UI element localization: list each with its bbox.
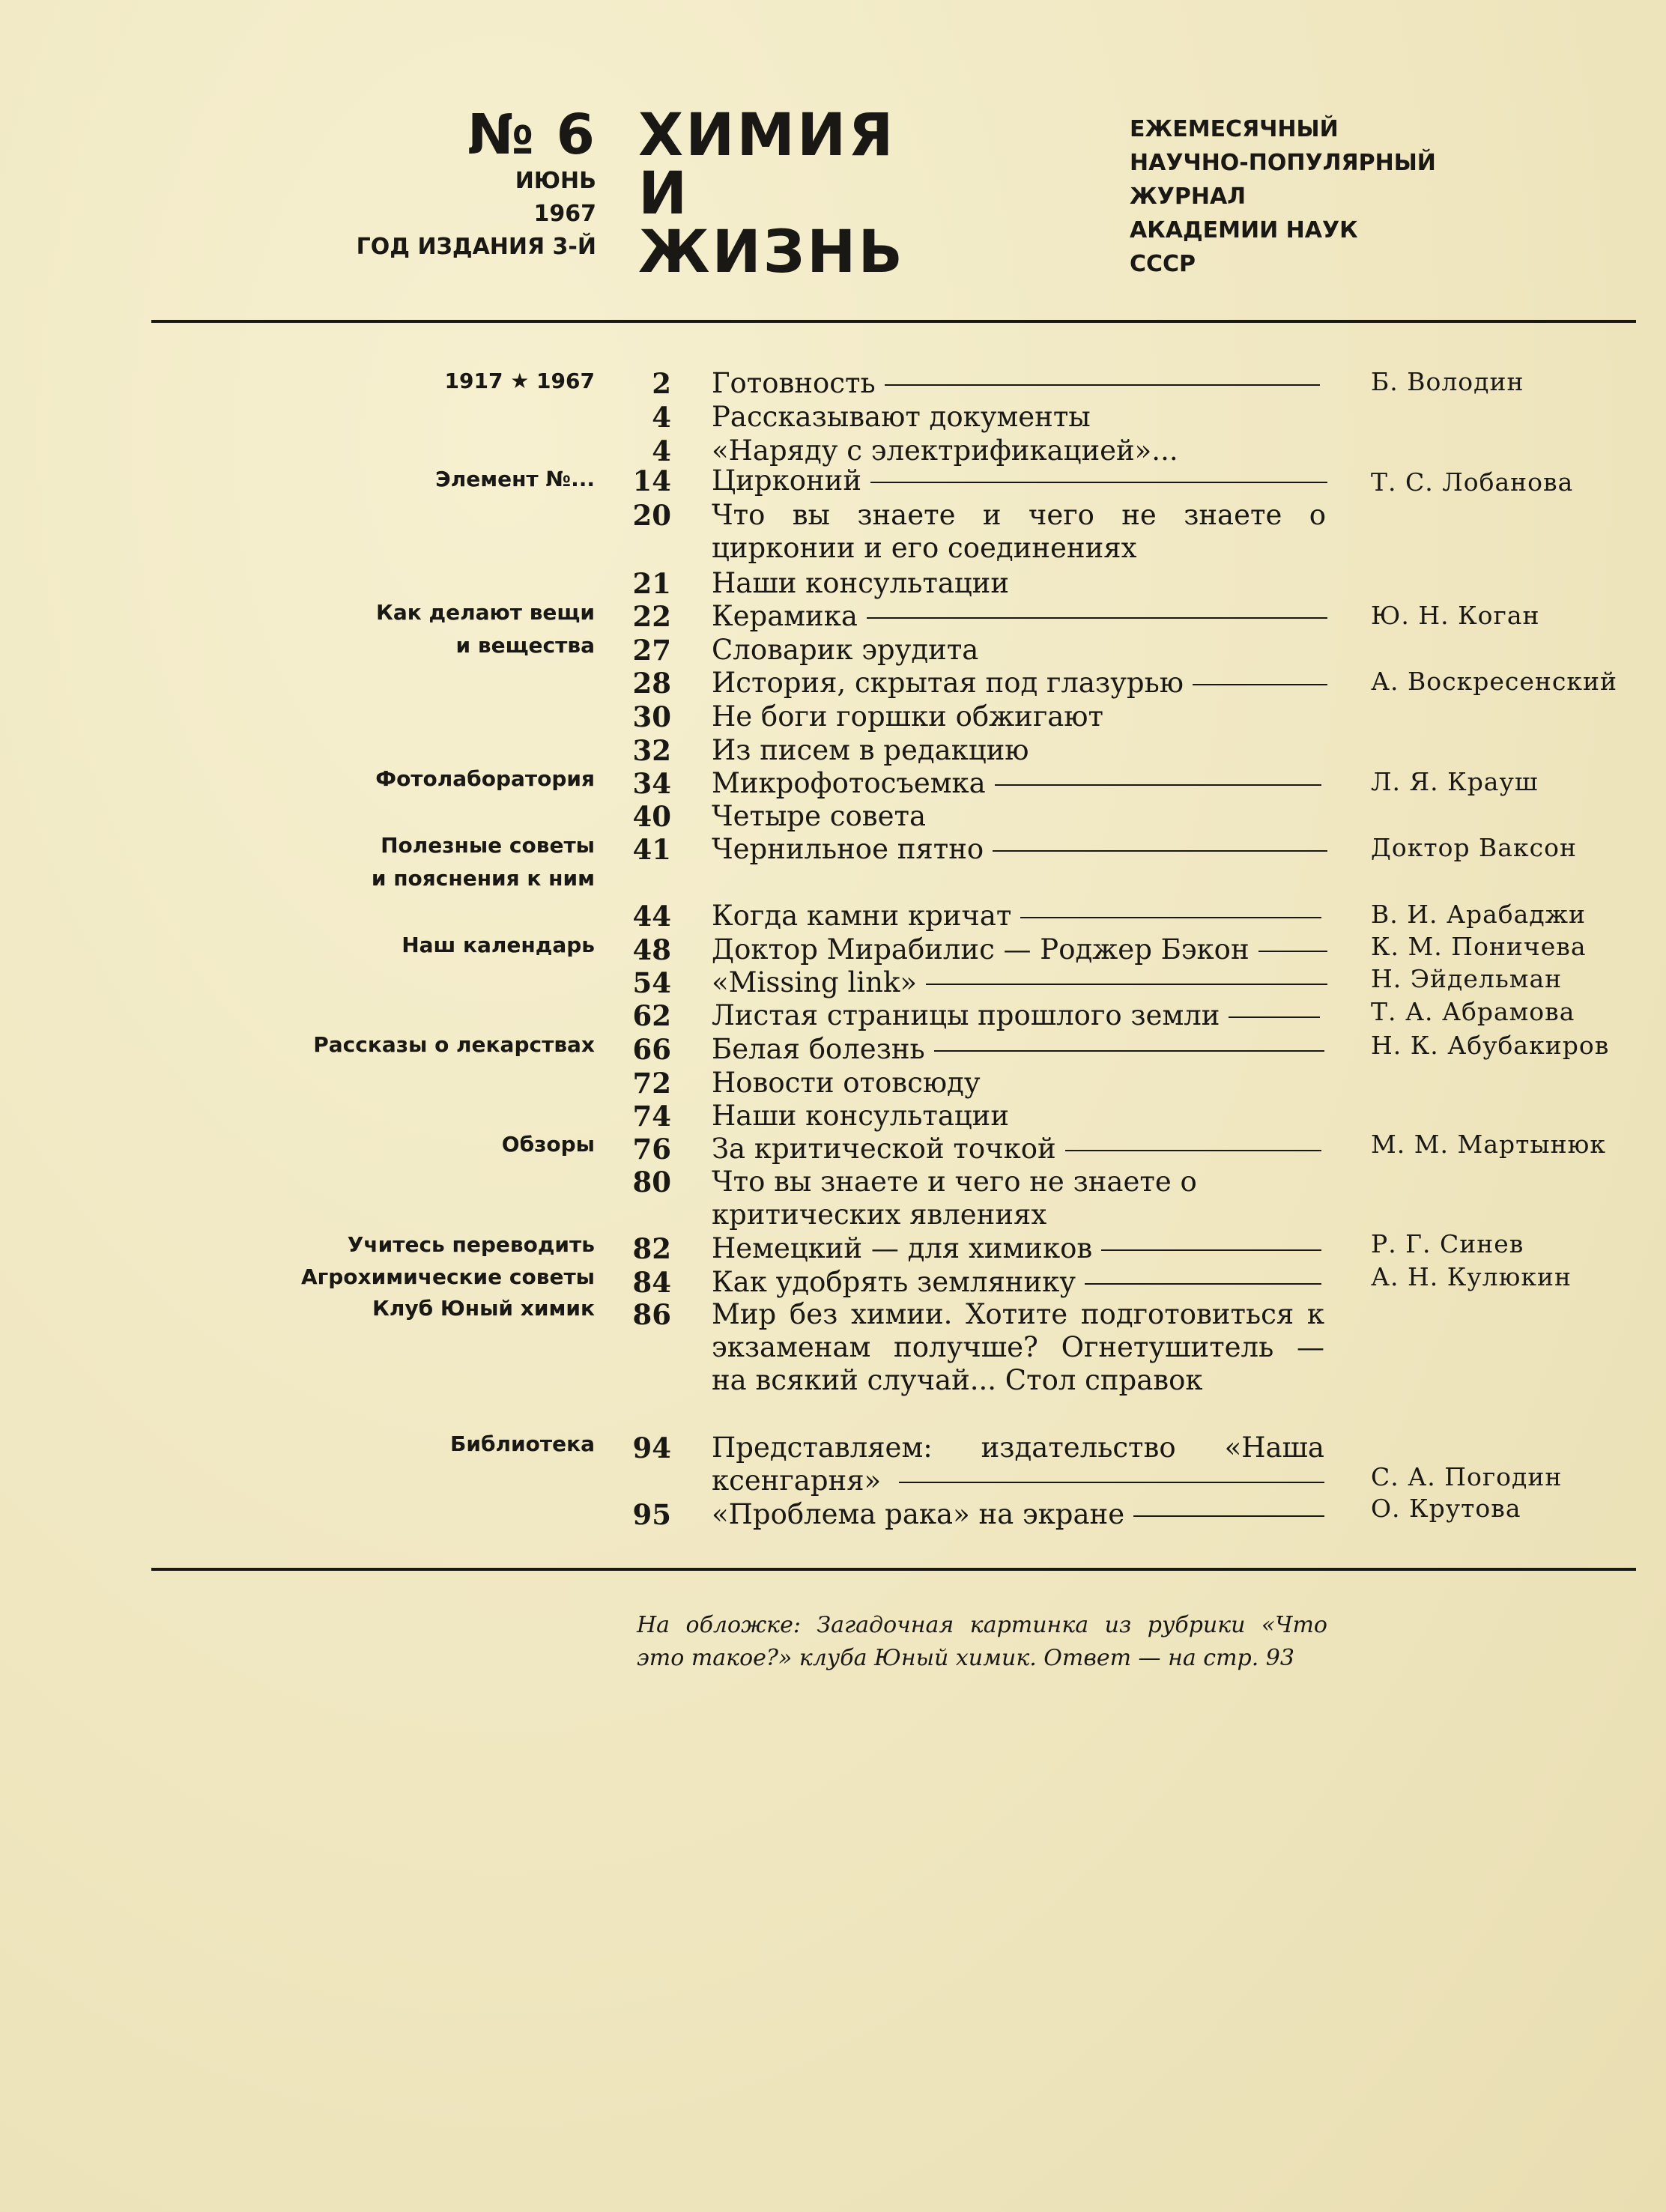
description-line: ЕЖЕМЕСЯЧНЫЙ [1130,116,1339,142]
toc-entry-title[interactable]: Микрофотосъемка [712,767,1321,800]
toc-entry-title[interactable]: Рассказывают документы [712,401,1091,433]
toc-page-number: 4 [652,401,671,434]
toc-entry-title[interactable]: Доктор Мирабилис — Роджер Бэкон [712,933,1327,966]
toc-page-number: 4 [652,434,671,467]
toc-page-number: 20 [632,499,671,532]
toc-entry-title[interactable]: «Наряду с электрификацией»... [712,434,1178,467]
toc-page-number: 40 [632,800,671,833]
toc-page-number: 21 [632,567,671,600]
toc-page-number: 94 [632,1431,671,1464]
toc-page-number: 2 [652,367,671,400]
toc-page-number: 34 [632,767,671,800]
toc-entry-title[interactable]: Мир без химии. Хотите подготовиться к экзаменам получше? Огнетушитель — на всякий случай... Стол справок [712,1298,1324,1396]
toc-entry-title[interactable]: Новости отовсюду [712,1067,981,1099]
toc-rubric: и вещества [455,633,595,658]
toc-rubric: Рассказы о лекарствах [313,1032,595,1057]
toc-page-number: 95 [632,1498,671,1531]
toc-rubric: Обзоры [501,1132,595,1157]
toc-author: Т. А. Абрамова [1371,997,1575,1026]
toc-author: Ю. Н. Коган [1371,601,1540,630]
toc-entry-title[interactable]: Что вы знаете и чего не знаете о цирконии и его соединениях [712,499,1326,564]
issue-month: ИЮНЬ [515,168,596,194]
toc-author: К. М. Поничева [1371,932,1587,961]
toc-page-number: 44 [632,900,671,933]
toc-entry-title[interactable]: Из писем в редакцию [712,734,1029,766]
toc-rubric: 1917 ★ 1967 [444,369,595,393]
toc-page-number: 30 [632,700,671,733]
title-line: ЖИЗНЬ [638,219,905,286]
toc-entry-title[interactable]: «Проблема рака» на экране [712,1498,1324,1531]
toc-page-number: 28 [632,667,671,700]
toc-entry-title[interactable]: Цирконий [712,464,1327,497]
toc-rubric: Агрохимические советы [300,1264,595,1289]
toc-rubric: Учитесь переводить [347,1232,595,1257]
toc-entry-title[interactable]: Четыре совета [712,800,927,832]
top-divider [151,320,1636,323]
bottom-divider [151,1568,1636,1571]
toc-page-number: 82 [632,1232,671,1265]
description-line: АКАДЕМИИ НАУК [1130,217,1358,243]
description-line: НАУЧНО-ПОПУЛЯРНЫЙ [1130,150,1436,176]
description-line: СССР [1130,251,1196,277]
toc-entry-title[interactable]: Представляем: издательство «Наша ксенгарня» [712,1431,1324,1497]
toc-author: Н. Эйдельман [1371,964,1563,993]
toc-entry-title[interactable]: Наши консультации [712,567,1009,599]
issue-year: 1967 [533,201,596,227]
toc-author: Р. Г. Синев [1371,1229,1524,1258]
toc-rubric: Фотолаборатория [375,766,595,791]
toc-author: Т. С. Лобанова [1371,467,1574,497]
toc-page-number: 62 [632,999,671,1032]
toc-entry-title[interactable]: Листая страницы прошлого земли [712,999,1320,1032]
toc-rubric: Элемент №... [435,467,595,491]
magazine-title [638,102,905,286]
toc-author: С. А. Погодин [1371,1462,1563,1491]
toc-author: О. Крутова [1371,1494,1521,1523]
cover-note: На обложке: Загадочная картинка из рубрики «Что это такое?» клуба Юный химик. Ответ — на стр. 93 [637,1612,1327,1671]
toc-author: А. Н. Кулюкин [1371,1262,1572,1291]
toc-entry-title[interactable]: Керамика [712,600,1327,633]
toc-page-number: 80 [632,1166,671,1199]
magazine-description [1130,112,1436,281]
toc-rubric: и пояснения к ним [371,866,595,891]
toc-author: Л. Я. Крауш [1371,767,1539,796]
toc-page-number: 14 [632,464,671,497]
toc-page-number: 86 [632,1298,671,1331]
toc-page-number: 41 [632,833,671,866]
toc-page-number: 27 [632,634,671,667]
toc-page-number: 84 [632,1266,671,1299]
toc-entry-title[interactable]: Немецкий — для химиков [712,1232,1321,1265]
toc-page-number: 32 [632,734,671,767]
toc-entry-title[interactable]: История, скрытая под глазурью [712,667,1327,700]
title-line: ХИМИЯ [638,102,896,169]
description-line: ЖУРНАЛ [1130,184,1247,210]
toc-page-number: 54 [632,966,671,999]
toc-page-number: 66 [632,1033,671,1066]
issue-info [357,105,596,264]
toc-entry-title[interactable]: Чернильное пятно [712,833,1327,866]
toc-author: А. Воскресенский [1371,667,1617,696]
toc-entry-title[interactable]: Не боги горшки обжигают [712,700,1103,733]
toc-page-number: 72 [632,1067,671,1100]
toc-entry-title[interactable]: Что вы знаете и чего не знаете о критических явлениях [712,1166,1197,1231]
toc-page-number: 48 [632,933,671,966]
toc-entry-title[interactable]: Когда камни кричат [712,900,1321,933]
toc-page-number: 76 [632,1133,671,1166]
toc-rubric: Как делают вещи [375,600,595,625]
toc-page-number: 22 [632,600,671,633]
title-line: И [638,160,690,228]
toc-author: М. М. Мартынюк [1371,1130,1606,1159]
toc-entry-title[interactable]: Словарик эрудита [712,634,979,666]
toc-entry-title[interactable]: За критической точкой [712,1133,1321,1166]
toc-entry-title[interactable]: Белая болезнь [712,1033,1324,1066]
toc-entry-title[interactable]: Наши консультации [712,1100,1009,1132]
toc-rubric: Библиотека [450,1431,595,1456]
toc-author: Б. Володин [1371,367,1524,396]
toc-entry-title[interactable]: Готовность [712,367,1320,400]
toc-entry-title[interactable]: Как удобрять землянику [712,1266,1321,1299]
toc-rubric: Полезные советы [381,833,595,858]
toc-rubric: Клуб Юный химик [372,1296,595,1321]
toc-author: В. И. Арабаджи [1371,900,1586,929]
toc-rubric: Наш календарь [402,933,595,957]
toc-author: Н. К. Абубакиров [1371,1031,1610,1060]
toc-author: Доктор Ваксон [1371,833,1577,862]
toc-page-number: 74 [632,1100,671,1133]
toc-entry-title[interactable]: «Missing link» [712,966,1327,999]
issue-edition: ГОД ИЗДАНИЯ 3-Й [356,234,596,260]
issue-number: № 6 [467,103,596,167]
leader-line [899,1482,1324,1483]
